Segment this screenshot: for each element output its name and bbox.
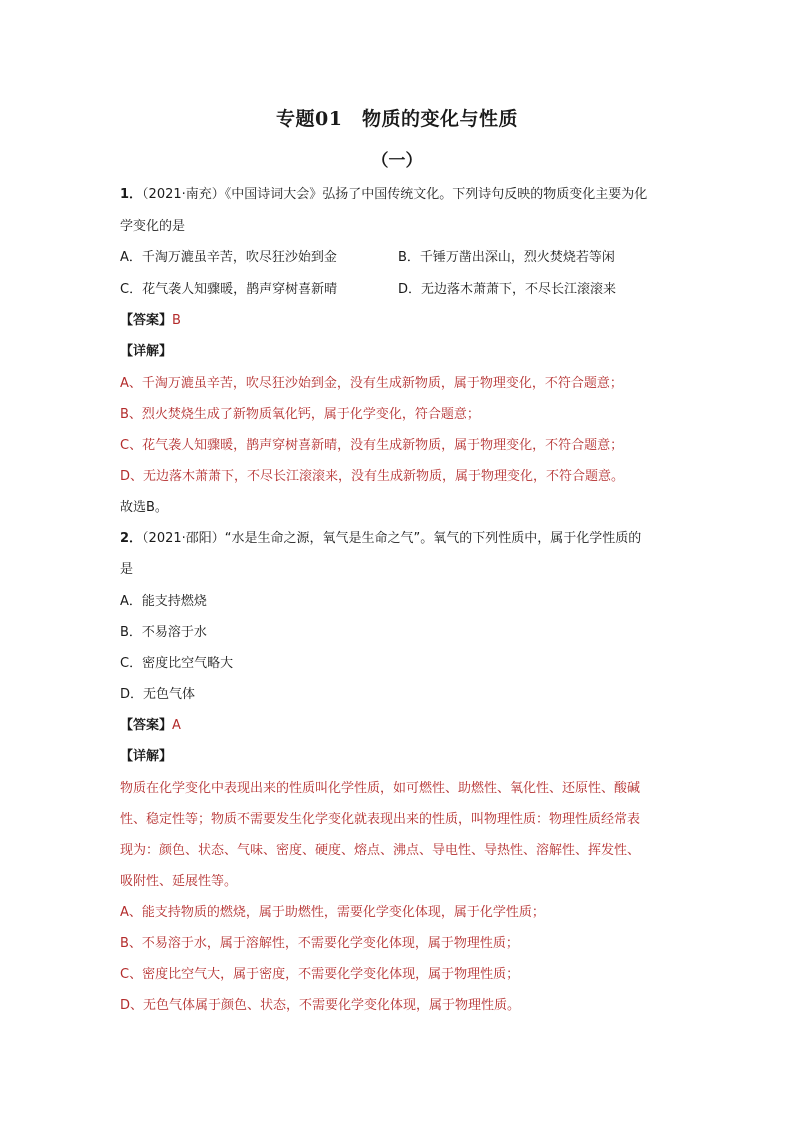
- q2-option-a: A．能支持燃烧: [120, 594, 207, 609]
- q1-stem-line1: [120, 186, 647, 204]
- q1-answer: [120, 312, 181, 330]
- q1-stem-text: 《中国诗词大会》弘扬了中国传统文化。下列诗句反映的物质变化主要为化: [224, 187, 648, 202]
- q1-detail-c: C、花气袭人知骤暖，鹊声穿树喜新晴，没有生成新物质，属于物理变化，不符合题意；: [120, 438, 624, 453]
- q2-detail-label: 【详解】: [120, 749, 173, 764]
- q2-option-c: C．密度比空气略大: [120, 656, 234, 671]
- q2-explain-line3: 现为：颜色、状态、气味、密度、硬度、熔点、沸点、导电性、导热性、溶解性、挥发性、: [120, 843, 641, 858]
- q1-option-a: A．千淘万漉虽辛苦，吹尽狂沙始到金: [120, 250, 337, 265]
- q1-answer-label: 【答案】: [120, 313, 173, 328]
- q1-source: （2021·南充）: [142, 187, 225, 202]
- q2-answer-label: 【答案】: [120, 718, 173, 733]
- q1-number: 1．: [120, 187, 143, 202]
- q1-option-c: C．花气袭人知骤暖，鹊声穿树喜新晴: [120, 282, 338, 297]
- q2-explain-line2: 性、稳定性等；物质不需要发生化学变化就表现出来的性质，叫物理性质：物理性质经常表: [120, 812, 641, 827]
- q2-detail-b: B、不易溶于水，属于溶解性，不需要化学变化体现，属于物理性质；: [120, 936, 519, 951]
- q2-option-d: D．无色气体: [120, 687, 196, 702]
- q2-answer-value: A: [172, 718, 181, 733]
- q2-detail-a: A、能支持物质的燃烧，属于助燃性，需要化学变化体现，属于化学性质；: [120, 905, 545, 920]
- q1-detail-b: B、烈火焚烧生成了新物质氧化钙，属于化学变化，符合题意；: [120, 407, 480, 422]
- q1-detail-a: A、千淘万漉虽辛苦，吹尽狂沙始到金，没有生成新物质，属于物理变化，不符合题意；: [120, 376, 623, 391]
- q2-stem-text: “水是生命之源，氧气是生命之气”。氧气的下列性质中，属于化学性质的: [224, 531, 642, 546]
- q2-detail-d: D、无色气体属于颜色、状态，不需要化学变化体现，属于物理性质。: [120, 998, 521, 1013]
- q1-conclusion: 故选B。: [120, 500, 168, 515]
- q1-detail-d: D、无边落木萧萧下，不尽长江滚滚来，没有生成新物质，属于物理变化，不符合题意。: [120, 469, 625, 484]
- q2-stem-line1: [120, 530, 641, 548]
- q2-explain-line4: 吸附性、延展性等。: [120, 874, 238, 889]
- q1-stem-line2: 学变化的是: [120, 219, 186, 234]
- q2-source: （2021·邵阳）: [142, 531, 225, 546]
- page-subtitle: （一）: [371, 151, 423, 171]
- q1-option-b: B．千锤万凿出深山，烈火焚烧若等闲: [398, 250, 615, 265]
- q2-stem-line2: 是: [120, 562, 134, 577]
- page-title: 专题01 物质的变化与性质: [276, 108, 518, 130]
- q2-answer: [120, 717, 181, 735]
- q2-explain-line1: 物质在化学变化中表现出来的性质叫化学性质，如可燃性、助燃性、氧化性、还原性、酸碱: [120, 781, 641, 796]
- q2-option-b: B．不易溶于水: [120, 625, 207, 640]
- q1-detail-label: 【详解】: [120, 344, 173, 359]
- q2-detail-c: C、密度比空气大，属于密度，不需要化学变化体现，属于物理性质；: [120, 967, 520, 982]
- q1-option-d: D．无边落木萧萧下，不尽长江滚滚来: [398, 282, 617, 297]
- q1-answer-value: B: [172, 313, 181, 328]
- q2-number: 2．: [120, 531, 143, 546]
